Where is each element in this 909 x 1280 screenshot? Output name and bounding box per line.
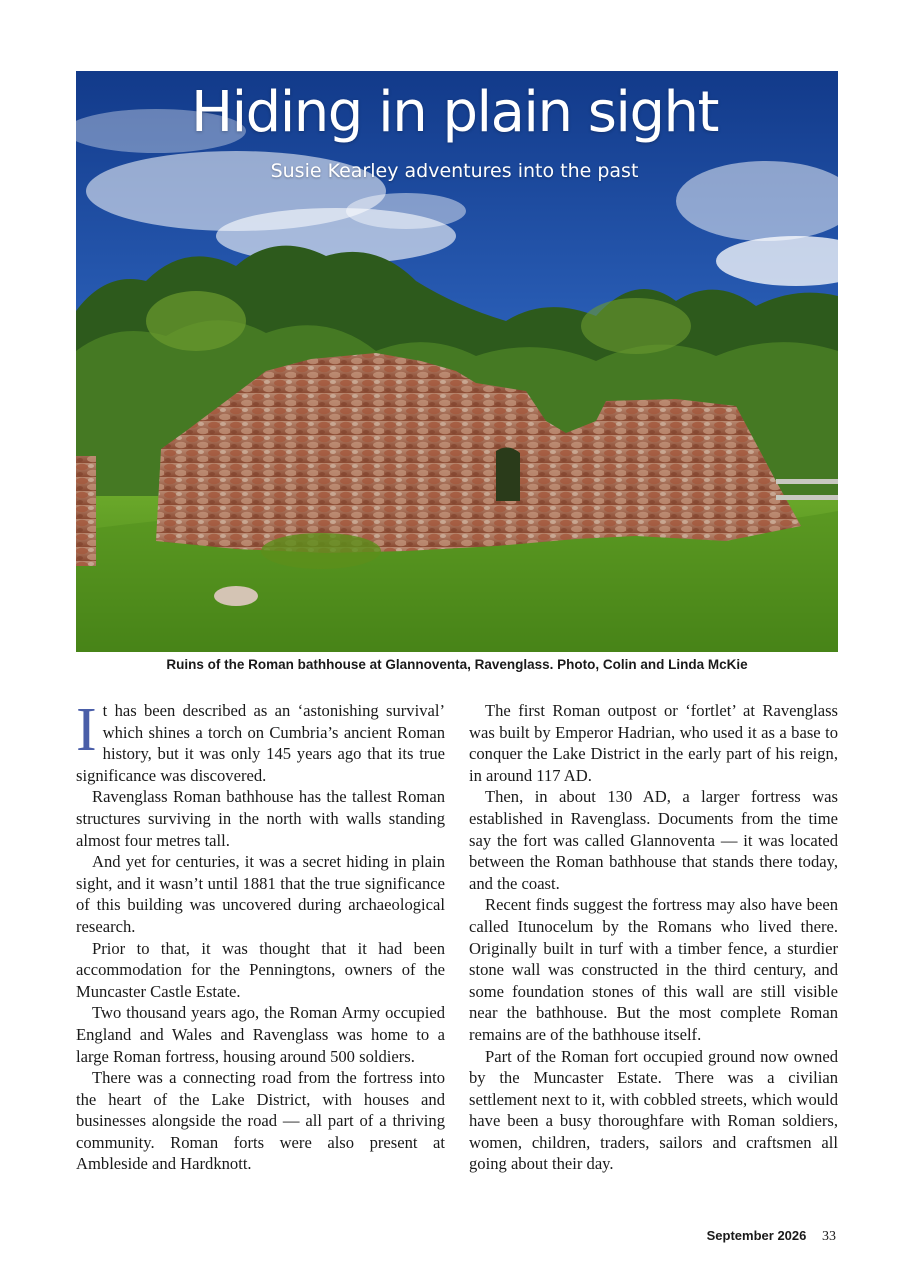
article-standfirst: Susie Kearley adventures into the past bbox=[270, 160, 639, 182]
body-paragraph: Part of the Roman fort occupied ground now owned by the Muncaster Estate. There was a civilian settlement next to it, with cobbled streets, which would have been a busy thoroughfare with Roman soldiers, women, children, traders, sailors and craftsmen all going about their day. bbox=[469, 1046, 838, 1174]
page-footer bbox=[707, 1228, 836, 1245]
photo-caption: Ruins of the Roman bathhouse at Glannoventa, Ravenglass. Photo, Colin and Linda McKie bbox=[166, 657, 748, 672]
body-paragraph: Prior to that, it was thought that it had been accommodation for the Penningtons, owners of the Muncaster Castle Estate. bbox=[76, 938, 445, 1001]
bathhouse-ruins-photo bbox=[76, 71, 838, 652]
body-paragraph: The first Roman outpost or ‘fortlet’ at Ravenglass was built by Emperor Hadrian, who used it as a base to conquer the Lake District in the early part of his reign, in around 117 AD. bbox=[469, 701, 838, 785]
page-number: 33 bbox=[822, 1229, 836, 1244]
body-column-right bbox=[469, 700, 838, 1175]
issue-date: September 2026 bbox=[706, 1228, 807, 1243]
body-paragraph: And yet for centuries, it was a secret hiding in plain sight, and it wasn’t until 1881 that the true significance of this building was uncovered during archaeological research. bbox=[76, 852, 445, 936]
hero-photo bbox=[76, 71, 838, 652]
drop-cap: I bbox=[76, 696, 97, 764]
body-paragraph: There was a connecting road from the fortress into the heart of the Lake District, with houses and businesses alongside the road — all part of a thriving community. Roman forts were also present at Ambleside and Hardknott. bbox=[76, 1068, 445, 1174]
body-paragraph: Recent finds suggest the fortress may also have been called Itunocelum by the Romans who lived there. Originally built in turf with a timber fence, a sturdier stone wall was constructed in the third century, and some foundation stones of this wall are still visible near the bathhouse. But the most complete Roman remains are of the bathhouse itself. bbox=[469, 895, 838, 1044]
body-paragraph: Two thousand years ago, the Roman Army occupied England and Wales and Ravenglass was home to a large Roman fortress, housing around 500 soldiers. bbox=[76, 1003, 445, 1066]
body-column-left bbox=[76, 696, 445, 1175]
body-paragraph: Then, in about 130 AD, a larger fortress was established in Ravenglass. Documents from the time say the fort was called Glannoventa — it was located between the Roman bathhouse that stands there today, and the coast. bbox=[469, 787, 838, 893]
article-headline: Hiding in plain sight bbox=[191, 80, 718, 145]
body-paragraph: It has been described as an ‘astonishing survival’ which shines a torch on Cumbria’s ancient Roman history, but it was only 145 years ago that its true significance was discovered. bbox=[76, 696, 445, 785]
body-paragraph: Ravenglass Roman bathhouse has the tallest Roman structures surviving in the north with walls standing almost four metres tall. bbox=[76, 787, 445, 850]
